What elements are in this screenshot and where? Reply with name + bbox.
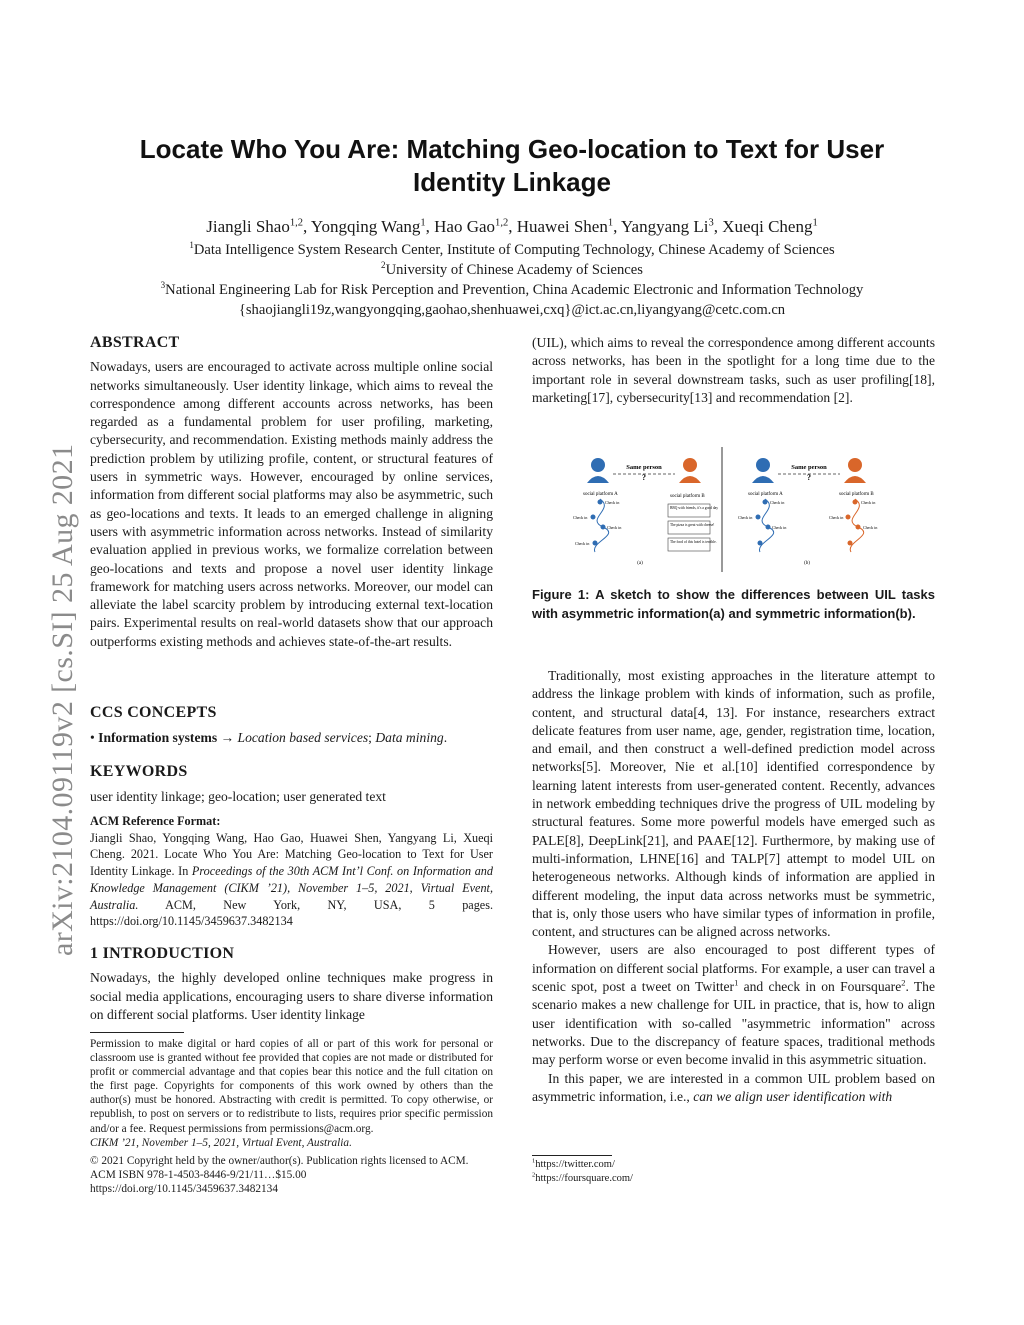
paragraph-however: However, users are also encouraged to post different types of information on different social platforms. For example, a user can travel a scenic spot, post a tweet on Twitter$^1$ and check in on Foursquare$^2$. The scenario makes a new challenge for UIL in practice, that is, how to align user identification with so-called "asymmetric information" across networks. Due to the discrepancy of feature spaces, traditional methods may perform worse or even become invalid in this asymmetric situation.: [532, 942, 935, 1068]
keywords-section: [90, 763, 493, 807]
checkin-point: [846, 515, 851, 520]
author: Xueqi Cheng$^1$: [722, 217, 818, 236]
checkin-point: [856, 525, 861, 530]
footnote-1: $^1$https://twitter.com/: [532, 1157, 615, 1170]
figure-1-sketch: [555, 447, 915, 572]
panel-a: [573, 458, 718, 566]
figure-caption: Figure 1: A sketch to show the differences between UIL tasks with asymmetric information(a) and symmetric information(b).: [532, 587, 935, 621]
check-in-label: Check in: [607, 525, 622, 530]
affiliation-2: $^2$University of Chinese Academy of Sciences: [381, 260, 643, 278]
ccs-heading: CCS CONCEPTS: [90, 704, 217, 721]
checkin-point: [763, 500, 768, 505]
footnote-rule: [90, 1032, 184, 1033]
user-b-icon: [679, 458, 701, 483]
checkin-point: [601, 525, 606, 530]
ccs-text: • Information systems → Location based services; Data mining.: [90, 730, 448, 746]
user-a-icon: [587, 458, 609, 483]
ccs-section: [90, 704, 493, 748]
reference-text: Jiangli Shao, Yongqing Wang, Hao Gao, Huawei Shen, Yangyang Li, Xueqi Cheng. 2021. Locate Who You Are: Matching Geo-location to Text for User Identity Linkage. In Proceedings of the 30th ACM Int’l Conf. on Information and Knowledge Management (CIKM ’21), November 1–5, 2021, Virtual Event, Australia. ACM, New York, NY, USA, 5 pages. https://doi.org/10.1145/3459637.3482134: [90, 830, 493, 929]
platform-a-label: social platform A: [748, 492, 783, 497]
checkin-point: [766, 525, 771, 530]
introduction-section: [90, 945, 493, 1024]
keywords-heading: KEYWORDS: [90, 763, 188, 780]
author: Yangyang Li$^3$,: [620, 217, 723, 236]
permission-block: [90, 1037, 493, 1196]
check-in-label: Check in: [575, 541, 590, 546]
platform-b-label: social platform B: [839, 492, 874, 497]
abstract-text: Nowadays, users are encouraged to activate across multiple online social networks simultaneously. User identity linkage, which aims to reveal the correspondence among different accounts across networks, has been regarded as a fundamental problem for user profiling, marketing, cybersecurity, and recommendation. Existing methods mainly address the prediction problem by utilizing profile, content, or structural features of users in symmetric ways. However, encouraged by online services, information from different social platforms may also be asymmetric, such as geo-locations and texts. It leads to an emerged challenge in aligning users with asymmetric information across networks. Instead of similarity evaluation applied in previous works, we formalize correlation between geo-locations and texts and propose a novel user identity linkage framework for matching users across networks. Moreover, our model can alleviate the label scarcity problem by introducing external text-location pairs. Experimental results on real-world datasets show that our approach outperforms existing methods and achieves state-of-the-art results.: [90, 359, 493, 649]
title-line-1: Locate Who You Are: Matching Geo-location to Text for User: [139, 134, 885, 164]
user-b-icon: [844, 458, 866, 483]
figure-1: [555, 447, 915, 572]
panel-b-label: (b): [804, 561, 810, 566]
platform-b-label: social platform B: [670, 494, 705, 499]
question-mark: ?: [642, 473, 646, 482]
abstract-heading: ABSTRACT: [90, 334, 180, 351]
author-list: [60, 217, 964, 237]
paper-title: [80, 133, 944, 199]
checkin-point: [758, 541, 763, 546]
author: Huawei Shen$^1$,: [516, 217, 621, 236]
tweet-text-3: The food of this hotel is terrible.: [670, 540, 717, 544]
affiliation-1: $^1$Data Intelligence System Research Center, Institute of Computing Technology, Chinese Academy of Sciences: [189, 240, 835, 258]
paragraph-traditional: Traditionally, most existing approaches in the literature attempt to address the linkage problem with kinds of information, such as profile, content, and structural data[4, 13]. For instance, researchers extract delicate features from user name, age, gender, registration time, location, and email, and then construct a well-defined prediction model across networks[5]. Moreover, Nie et al.[10] identified correspondence by learning latent interests from user-generated content. Recently, advances in network embedding techniques drive the progress of UIL modeling by structural features. Some more powerful models have emerged such as PALE[8], DeepLink[21], and PAAE[12]. Furthermore, by making use of multi-information, LHNE[16] and TALP[7] attempt to model UIL on heterogeneous networks. Although kinds of information are applied in different modeling, the input data across networks must be symmetric, that is, only those users who have similar types of information in profile, content, and structures can be aligned across networks.: [532, 668, 935, 940]
abstract-section: [90, 334, 493, 651]
introduction-paragraph: Nowadays, the highly developed online techniques make progress in social media applications, encouraging users to share diverse information on different social platforms. User identity linkage: [90, 970, 493, 1022]
checkin-point: [853, 500, 858, 505]
check-in-label: Check in: [573, 515, 588, 520]
right-body: [532, 667, 935, 1106]
panel-b: [738, 458, 877, 566]
check-in-label: Check in: [863, 525, 878, 530]
checkin-point: [756, 515, 761, 520]
tweet-text-1: BBQ with friends, it's a good day: [670, 506, 719, 510]
tweet-text-2: The pizza is great with cheese!: [670, 523, 715, 527]
panel-a-label: (a): [637, 561, 643, 566]
check-in-label: Check in: [829, 515, 844, 520]
permission-text: Permission to make digital or hard copies of all or part of this work for personal or classroom use is granted without fee provided that copies are not made or distributed for profit or commercial advantage and that copies bear this notice and the full citation on the first page. Copyrights for components of this work owned by others than the author(s) must be honored. Abstracting with credit is permitted. To copy otherwise, or republish, to post on servers or to redistribute to lists, requires prior specific permission and/or a fee. Request permissions from permissions@acm.org.: [90, 1038, 493, 1135]
intro-continued: (UIL), which aims to reveal the correspondence among different accounts across networks, has been in the spotlight for a long time due to the important role in several downstream tasks, such as user profiling[18], marketing[17], cybersecurity[13] and recommendation [2].: [532, 335, 935, 405]
introduction-heading: 1 INTRODUCTION: [90, 945, 235, 962]
question-mark: ?: [807, 473, 811, 482]
footnote-rule-right: [532, 1155, 612, 1156]
check-in-label: Check in: [738, 515, 753, 520]
check-in-label: Check in: [605, 500, 620, 505]
footnote-2: $^2$https://foursquare.com/: [532, 1171, 633, 1184]
reference-heading: ACM Reference Format:: [90, 814, 221, 828]
check-in-label: Check in: [770, 500, 785, 505]
platform-a-label: social platform A: [583, 492, 618, 497]
same-person-label: Same person: [791, 464, 827, 471]
affiliation-3: $^3$National Engineering Lab for Risk Perception and Prevention, China Academic Electronic and Information Technology: [160, 280, 864, 298]
checkin-point: [593, 541, 598, 546]
user-a-icon: [752, 458, 774, 483]
paragraph-in-this-paper: In this paper, we are interested in a common UIL problem based on asymmetric information, i.e., can we align user identification with: [532, 1070, 935, 1104]
title-line-2: Identity Linkage: [413, 167, 611, 197]
footnotes: [532, 1158, 935, 1186]
check-in-label: Check in: [861, 500, 876, 505]
isbn-line: ACM ISBN 978-1-4503-8446-9/21/11…$15.00: [90, 1168, 307, 1181]
author: Jiangli Shao$^{1,2}$,: [206, 217, 311, 236]
author-emails: {shaojiangli19z,wangyongqing,gaohao,shenhuawei,cxq}@ict.ac.cn,liyangyang@cetc.com.cn: [238, 302, 786, 318]
keywords-text: user identity linkage; geo-location; user generated text: [90, 789, 386, 805]
doi-line: https://doi.org/10.1145/3459637.3482134: [90, 1182, 278, 1195]
reference-format: [90, 813, 493, 930]
author: Hao Gao$^{1,2}$,: [434, 217, 517, 236]
arxiv-id: arXiv:2104.09119v2 [cs.SI] 25 Aug 2021: [46, 443, 79, 956]
checkin-point: [598, 500, 603, 505]
checkin-point: [848, 541, 853, 546]
check-in-label: Check in: [772, 525, 787, 530]
author: Yongqing Wang$^1$,: [310, 217, 435, 236]
checkin-point: [591, 515, 596, 520]
copyright-line: © 2021 Copyright held by the owner/author(s). Publication rights licensed to ACM.: [90, 1154, 469, 1167]
venue-line: CIKM ’21, November 1–5, 2021, Virtual Event, Australia.: [90, 1136, 352, 1149]
same-person-label: Same person: [626, 464, 662, 471]
